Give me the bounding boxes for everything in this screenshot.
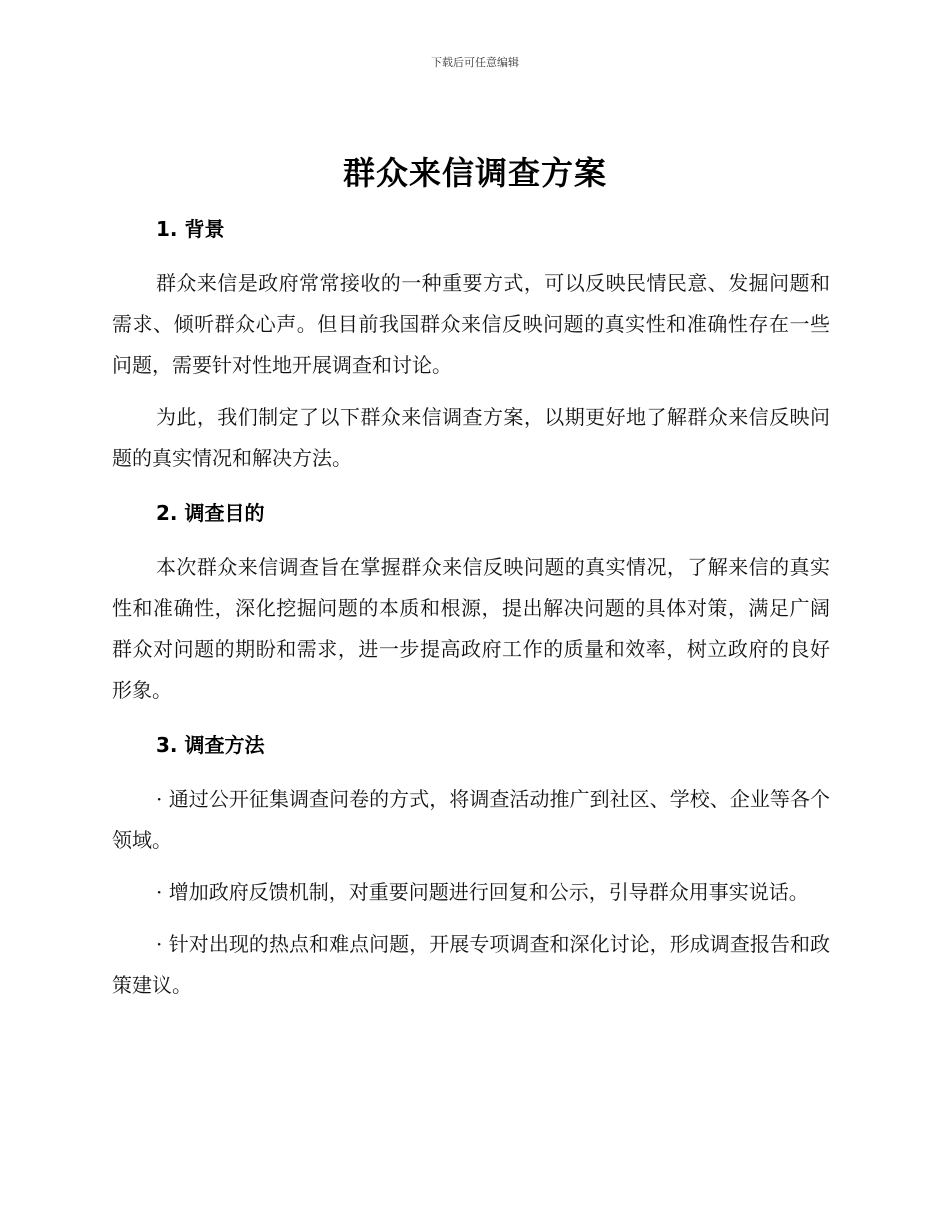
- paragraph: 为此，我们制定了以下群众来信调查方案，以期更好地了解群众来信反映问题的真实情况和解决方法。: [112, 405, 830, 470]
- section-heading-purpose: 2. 调查目的: [156, 501, 265, 525]
- paragraph: 群众来信是政府常常接收的一种重要方式，可以反映民情民意、发掘问题和需求、倾听群众心声。但目前我国群众来信反映问题的真实性和准确性存在一些问题，需要针对性地开展调查和讨论。: [112, 271, 830, 377]
- document-body: [112, 200, 830, 1006]
- section-heading-method: 3. 调查方法: [156, 733, 265, 757]
- document-title: 群众来信调查方案: [342, 154, 607, 192]
- bullet-item: · 针对出现的热点和难点问题，开展专项调查和深化讨论，形成调查报告和政策建议。: [112, 932, 830, 997]
- paragraph: 本次群众来信调查旨在掌握群众来信反映问题的真实情况，了解来信的真实性和准确性，深化挖掘问题的本质和根源，提出解决问题的具体对策，满足广阔群众对问题的期盼和需求，进一步提高政府工作的质量和效率，树立政府的良好形象。: [112, 555, 830, 702]
- bullet-item: · 增加政府反馈机制，对重要问题进行回复和公示，引导群众用事实说话。: [156, 880, 809, 904]
- section-heading-background: 1. 背景: [156, 217, 225, 241]
- bullet-item: · 通过公开征集调查问卷的方式，将调查活动推广到社区、学校、企业等各个领域。: [112, 787, 830, 852]
- header-note: 下载后可任意编辑: [431, 56, 519, 69]
